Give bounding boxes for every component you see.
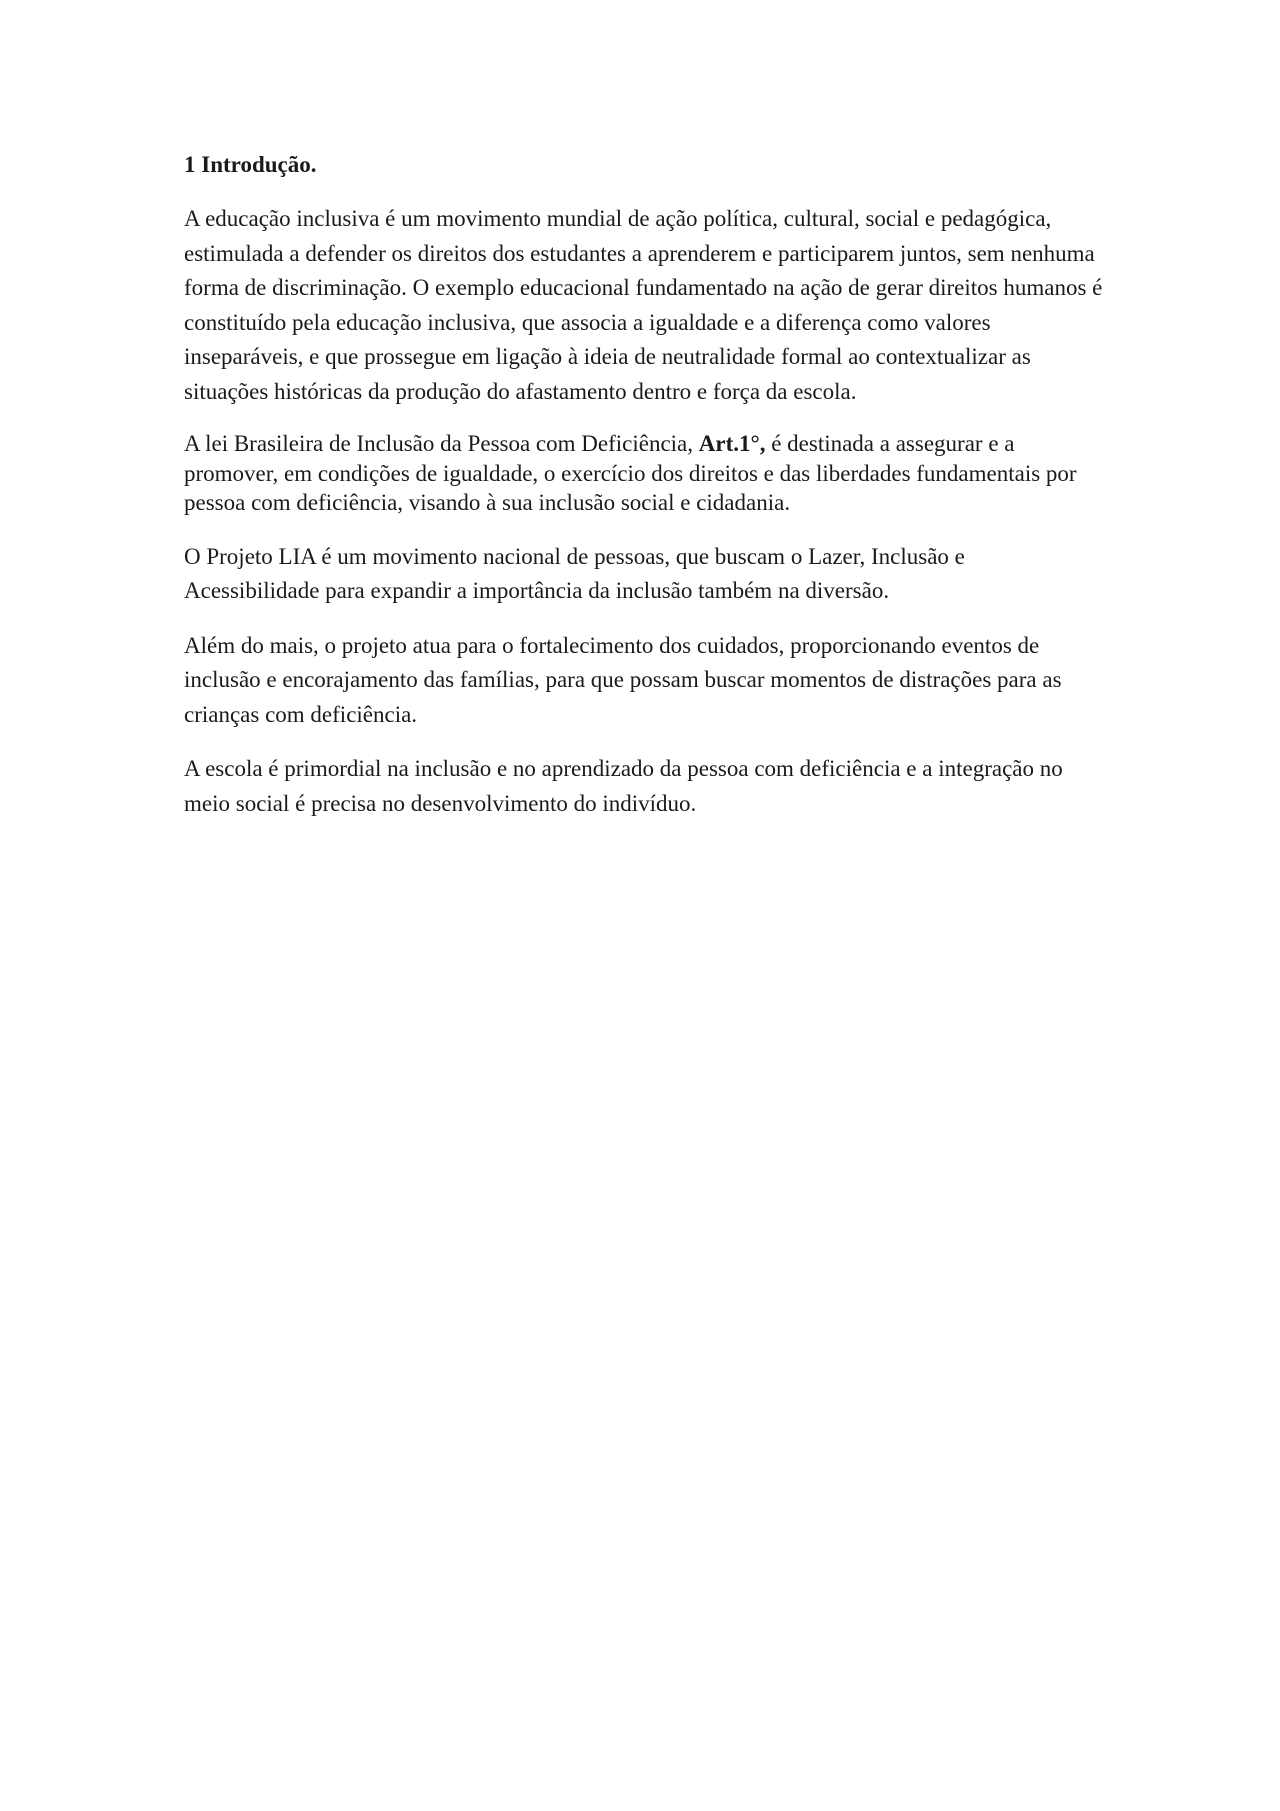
section-heading: 1 Introdução. xyxy=(184,152,317,177)
paragraph-brazilian-law xyxy=(184,429,1104,518)
document-body xyxy=(184,148,1104,841)
paragraph-school-role: A escola é primordial na inclusão e no aprendizado da pessoa com deficiência e a integração no meio social é precisa no desenvolvimento do indivíduo. xyxy=(184,756,1063,816)
paragraph-text: A lei Brasileira de Inclusão da Pessoa com Deficiência, xyxy=(184,431,699,456)
paragraph-text: é destinada a assegurar e a promover, em condições de igualdade, o exercício dos direitos e das liberdades fundamentais por pessoa com deficiência, visando à sua inclusão social e cidadania. xyxy=(184,431,1077,515)
paragraph-projeto-lia: O Projeto LIA é um movimento nacional de pessoas, que buscam o Lazer, Inclusão e Acessibilidade para expandir a importância da inclusão também na diversão. xyxy=(184,543,965,603)
article-reference: Art.1°, xyxy=(698,431,766,456)
paragraph-project-actions: Além do mais, o projeto atua para o fortalecimento dos cuidados, proporcionando eventos de inclusão e encorajamento das famílias, para que possam buscar momentos de distrações para as crianças com deficiência. xyxy=(184,632,1062,727)
paragraph-inclusive-education: A educação inclusiva é um movimento mundial de ação política, cultural, social e pedagógica, estimulada a defender os direitos dos estudantes a aprenderem e participarem juntos, sem nenhuma forma de discriminação. O exemplo educacional fundamentado na ação de gerar direitos humanos é constituído pela educação inclusiva, que associa a igualdade e a diferença como valores inseparáveis, e que prossegue em ligação à ideia de neutralidade formal ao contextualizar as situações históricas da produção do afastamento dentro e força da escola. xyxy=(184,206,1103,404)
